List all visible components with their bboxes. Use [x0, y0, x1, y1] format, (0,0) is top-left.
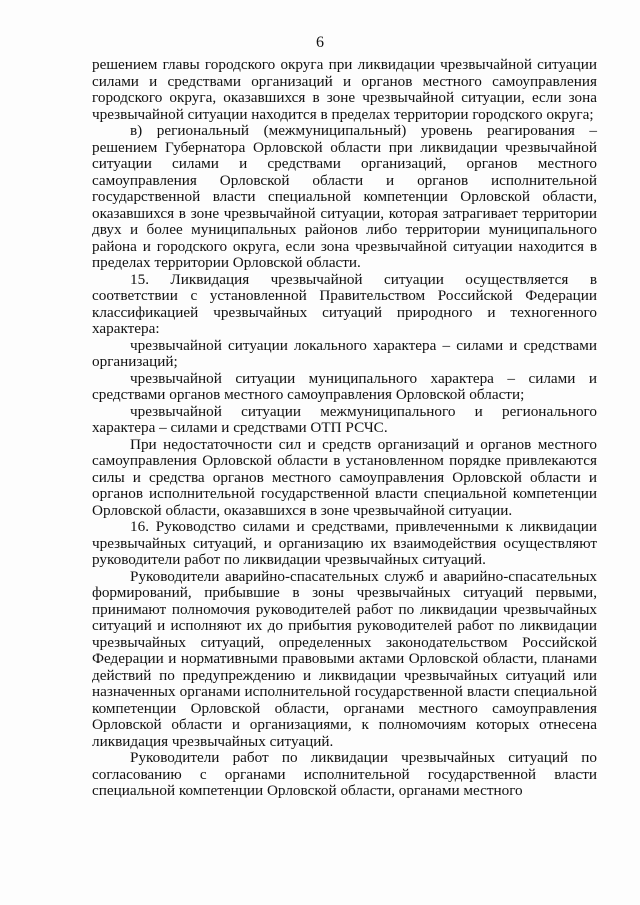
paragraph-item-16: 16. Руководство силами и средствами, привлеченными к ликвидации чрезвычайных ситуаций, и организацию их взаимодействия осуществляют руководители работ по ликвидации чрезвычайных ситуаций.: [92, 518, 597, 568]
paragraph-regional-level: в) региональный (межмуниципальный) уровень реагирования – решением Губернатора Орловской области при ликвидации чрезвычайной ситуации силами и средствами организаций, органов местного самоуправления Орловской области и органов исполнительной государственной власти специальной компетенции Орловской области, оказавшихся в зоне чрезвычайной ситуации, которая затрагивает территории двух и более муниципальных районов либо территории муниципального района и городского округа, если зона чрезвычайной ситуации находится в пределах территории Орловской области.: [92, 122, 597, 271]
page-number: 6: [316, 34, 324, 51]
paragraph-insufficient-forces: При недостаточности сил и средств организаций и органов местного самоуправления Орловской области в установленном порядке привлекаются силы и средства органов местного самоуправления Орловской области и органов исполнительной государственной власти специальной компетенции Орловской области, оказавшихся в зоне чрезвычайной ситуации.: [92, 435, 597, 519]
document-body: [92, 57, 597, 800]
paragraph-item-15: 15. Ликвидация чрезвычайной ситуации осуществляется в соответствии с установленной Правительством Российской Федерации классификацией чрезвычайных ситуаций природного и техногенного характера:: [92, 270, 597, 337]
paragraph-rescue-leaders: Руководители аварийно-спасательных служб и аварийно-спасательных формирований, прибывшие в зоны чрезвычайных ситуаций первыми, принимают полномочия руководителей работ по ликвидации чрезвычайных ситуаций и исполняют их до прибытия руководителей работ по ликвидации чрезвычайных ситуаций, определенных законодательством Российской Федерации и нормативными правовыми актами Орловской области, планами действий по предупреждению и ликвидации чрезвычайных ситуаций или назначенных органами исполнительной государственной власти специальной компетенции Орловской области, органами местного самоуправления Орловской области и организациями, к полномочиям которых отнесена ликвидация чрезвычайных ситуаций.: [92, 567, 597, 750]
paragraph-local-character: чрезвычайной ситуации локального характера – силами и средствами организаций;: [92, 336, 597, 370]
paragraph-continuation: решением главы городского округа при ликвидации чрезвычайной ситуации силами и средствами организаций и органов местного самоуправления городского округа, оказавшихся в зоне чрезвычайной ситуации, если зона чрезвычайной ситуации находится в пределах территории городского округа;: [92, 56, 597, 123]
paragraph-municipal-character: чрезвычайной ситуации муниципального характера – силами и средствами органов местного самоуправления Орловской области;: [92, 369, 597, 403]
paragraph-intermunicipal-character: чрезвычайной ситуации межмуниципального и регионального характера – силами и средствами ОТП РСЧС.: [92, 402, 597, 436]
paragraph-work-leaders: Руководители работ по ликвидации чрезвычайных ситуаций по согласованию с органами исполнительной государственной власти специальной компетенции Орловской области, органами местного: [92, 749, 597, 799]
